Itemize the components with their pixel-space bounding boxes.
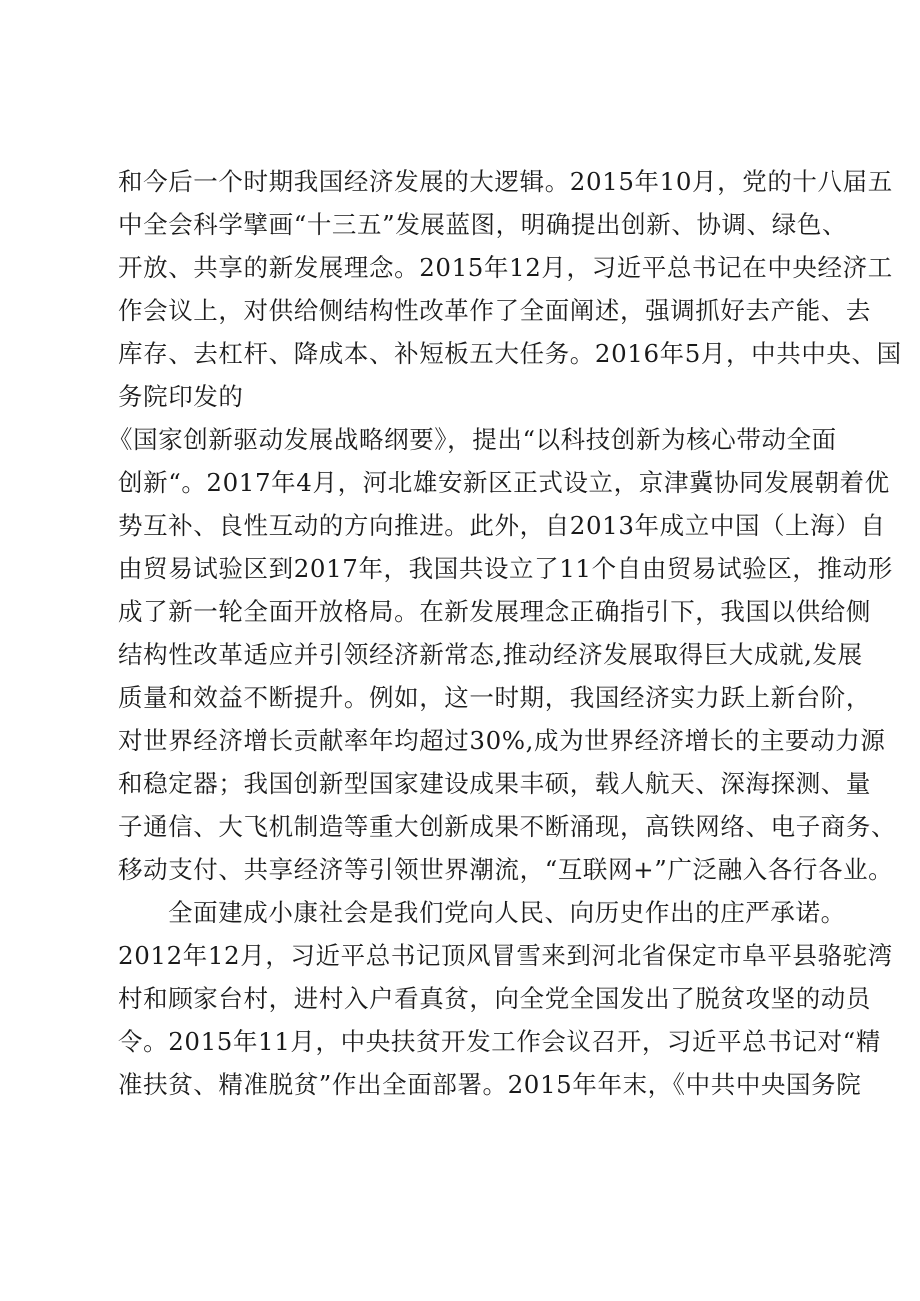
text-line: 作会议上，对供给侧结构性改革作了全面阐述，强调抓好去产能、去 bbox=[118, 296, 871, 325]
text-line: 和今后一个时期我国经济发展的大逻辑。2015年10月，党的十八届五 bbox=[118, 167, 893, 196]
text-line: 准扶贫、精准脱贫”作出全面部署。2015年年末，《中共中央国务院 bbox=[118, 1070, 862, 1099]
text-line: 2012年12月，习近平总书记顶风冒雪来到河北省保定市阜平县骆驼湾 bbox=[118, 941, 893, 970]
text-line: 由贸易试验区到2017年，我国共设立了11个自由贸易试验区，推动形 bbox=[118, 554, 893, 583]
text-line: 子通信、大飞机制造等重大创新成果不断涌现，高铁网络、电子商务、 bbox=[118, 812, 897, 841]
text-line: 成了新一轮全面开放格局。在新发展理念正确指引下，我国以供给侧 bbox=[118, 597, 871, 626]
text-line: 中全会科学擘画“十三五”发展蓝图，明确提出创新、协调、绿色、 bbox=[118, 210, 848, 239]
text-line: 令。2015年11月，中央扶贫开发工作会议召开，习近平总书记对“精 bbox=[118, 1027, 881, 1056]
text-line: 务院印发的 bbox=[118, 382, 244, 411]
text-line: 和稳定器；我国创新型国家建设成果丰硕，载人航天、深海探测、量 bbox=[118, 769, 871, 798]
text-line: 质量和效益不断提升。例如，这一时期，我国经济实力跃上新台阶， bbox=[118, 683, 871, 712]
text-line: 村和顾家台村，进村入户看真贫，向全党全国发出了脱贫攻坚的动员 bbox=[118, 984, 871, 1013]
text-line: 全面建成小康社会是我们党向人民、向历史作出的庄严承诺。 bbox=[168, 898, 846, 927]
text-line: 势互补、良性互动的方向推进。此外，自2013年成立中国（上海）自 bbox=[118, 511, 886, 540]
text-line: 开放、共享的新发展理念。2015年12月，习近平总书记在中央经济工 bbox=[118, 253, 893, 282]
text-line: 结构性改革适应并引领经济新常态,推动经济发展取得巨大成就,发展 bbox=[118, 640, 863, 669]
text-line: 对世界经济增长贡献率年均超过30%,成为世界经济增长的主要动力源 bbox=[118, 726, 886, 755]
text-line: 移动支付、共享经济等引领世界潮流，“互联网+”广泛融入各行各业。 bbox=[118, 855, 894, 884]
text-line: 《国家创新驱动发展战略纲要》，提出“以科技创新为核心带动全面 bbox=[108, 425, 837, 454]
text-line: 库存、去杠杆、降成本、补短板五大任务。2016年5月，中共中央、国 bbox=[118, 339, 902, 368]
text-line: 创新“。2017年4月，河北雄安新区正式设立，京津冀协同发展朝着优 bbox=[118, 468, 890, 497]
